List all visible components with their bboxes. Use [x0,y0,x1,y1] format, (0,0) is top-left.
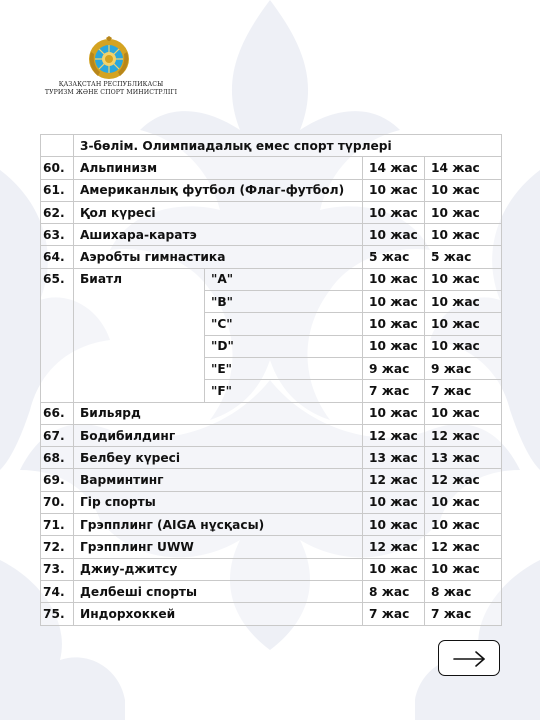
table-row [41,268,502,290]
row-number: 73. [41,558,74,580]
age-value: 10 жас [425,179,502,201]
age-value: 10 жас [363,402,425,424]
age-value: 9 жас [363,357,425,379]
table-row [41,514,502,536]
age-value: 10 жас [363,514,425,536]
age-value: 7 жас [425,603,502,625]
age-value: 10 жас [425,558,502,580]
age-value: 7 жас [363,603,425,625]
sport-name: Альпинизм [74,157,363,179]
table-row [41,603,502,625]
ministry-line-2: ТУРИЗМ ЖӘНЕ СПОРТ МИНИСТРЛІГІ [44,89,178,96]
sport-name: Делбеші спорты [74,580,363,602]
row-number: 72. [41,536,74,558]
row-number: 63. [41,224,74,246]
age-value: 10 жас [363,201,425,223]
sport-name: Гір спорты [74,491,363,513]
table-row [41,179,502,201]
row-number: 62. [41,201,74,223]
age-value: 10 жас [363,291,425,313]
age-value: 7 жас [425,380,502,402]
row-number: 71. [41,514,74,536]
section-title: 3-бөлім. Олимпиадалық емес спорт түрлері [74,135,502,157]
age-value: 10 жас [425,313,502,335]
age-value: 5 жас [425,246,502,268]
subcategory-label: "E" [205,357,363,379]
age-value: 10 жас [363,558,425,580]
age-value: 12 жас [363,469,425,491]
age-value: 10 жас [425,201,502,223]
sport-name: Бильярд [74,402,363,424]
table-row [41,201,502,223]
row-number: 70. [41,491,74,513]
age-value: 13 жас [363,447,425,469]
sport-name: Аэробты гимнастика [74,246,363,268]
sport-name: Грэпплинг UWW [74,536,363,558]
table-row [41,558,502,580]
subcategory-label: "D" [205,335,363,357]
sport-name: Индорхоккей [74,603,363,625]
table-row [41,246,502,268]
ministry-line-1: ҚАЗАҚСТАН РЕСПУБЛИКАСЫ [58,81,164,88]
table-row [41,536,502,558]
age-value: 8 жас [363,580,425,602]
table-row [41,580,502,602]
table-row [41,424,502,446]
sport-name: Варминтинг [74,469,363,491]
age-value: 12 жас [425,536,502,558]
row-number: 64. [41,246,74,268]
kazakhstan-state-emblem-icon [86,36,132,82]
sport-name: Американлық футбол (Флаг-футбол) [74,179,363,201]
section-header-row [41,135,502,157]
row-number: 68. [41,447,74,469]
age-value: 10 жас [363,268,425,290]
sport-name: Биатл [74,268,205,402]
age-value: 12 жас [363,536,425,558]
age-value: 10 жас [425,514,502,536]
table-row [41,402,502,424]
next-page-button[interactable] [438,640,500,676]
age-value: 10 жас [363,491,425,513]
sport-name: Белбеу күресі [74,447,363,469]
sport-name: Бодибилдинг [74,424,363,446]
sport-name: Қол күресі [74,201,363,223]
age-value: 14 жас [363,157,425,179]
age-value: 10 жас [425,402,502,424]
table-cell [41,135,74,157]
subcategory-label: "A" [205,268,363,290]
arrow-right-icon [453,650,487,668]
age-value: 7 жас [363,380,425,402]
subcategory-label: "C" [205,313,363,335]
age-value: 10 жас [363,179,425,201]
ministry-name [36,81,186,97]
row-number: 67. [41,424,74,446]
age-value: 10 жас [363,313,425,335]
age-value: 9 жас [425,357,502,379]
sport-name: Джиу-джитсу [74,558,363,580]
table-row [41,447,502,469]
subcategory-label: "F" [205,380,363,402]
row-number: 60. [41,157,74,179]
age-value: 10 жас [425,335,502,357]
age-value: 5 жас [363,246,425,268]
age-value: 10 жас [425,268,502,290]
row-number: 66. [41,402,74,424]
age-value: 10 жас [425,224,502,246]
table-row [41,224,502,246]
table-row [41,469,502,491]
sport-name: Грэпплинг (AIGA нұсқасы) [74,514,363,536]
sports-age-table [40,134,502,626]
table-row [41,491,502,513]
age-value: 8 жас [425,580,502,602]
row-number: 75. [41,603,74,625]
age-value: 10 жас [425,291,502,313]
age-value: 13 жас [425,447,502,469]
age-value: 10 жас [425,491,502,513]
row-number: 65. [41,268,74,402]
subcategory-label: "B" [205,291,363,313]
row-number: 74. [41,580,74,602]
age-value: 12 жас [425,469,502,491]
sport-name: Ашихара-каратэ [74,224,363,246]
table-row [41,157,502,179]
age-value: 10 жас [363,224,425,246]
age-value: 14 жас [425,157,502,179]
row-number: 69. [41,469,74,491]
age-value: 12 жас [363,424,425,446]
row-number: 61. [41,179,74,201]
age-value: 12 жас [425,424,502,446]
age-value: 10 жас [363,335,425,357]
